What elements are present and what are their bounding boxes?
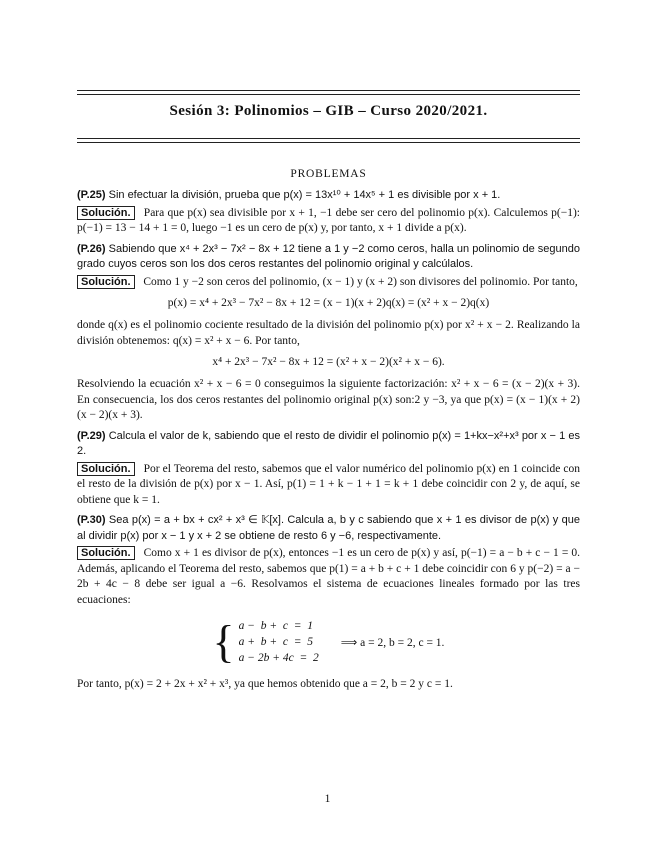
solution-p30-part1 xyxy=(77,546,580,608)
solution-label: Solución. xyxy=(77,206,135,220)
system-line: a + b + c = 5 xyxy=(238,636,314,648)
top-rule-1 xyxy=(77,90,580,91)
problem-statement: Sea p(x) = a + bx + cx² + x³ ∈ 𝕂[x]. Calcula a, b y c sabiendo que x + 1 es divisor de p(x) y que al dividir p(x) por x − 1 y x + 2 se obtiene de resto 6 y −6, respectivamente. xyxy=(77,514,580,542)
problem-id: (P.30) xyxy=(77,514,106,526)
problem-p29 xyxy=(77,429,580,460)
solution-text: Como 1 y −2 son ceros del polinomio, (x − 1) y (x + 2) son divisores del polinomio. Por tanto, xyxy=(143,275,578,288)
problem-statement: Sabiendo que x⁴ + 2x³ − 7x² − 8x + 12 tiene a 1 y −2 como ceros, halla un polinomio de segundo grado cuyos ceros son los dos ceros restantes del polinomio original y calcúlalos. xyxy=(77,242,580,270)
solution-p26-part1 xyxy=(77,275,580,291)
equation-1: p(x) = x⁴ + 2x³ − 7x² − 8x + 12 = (x − 1)(x + 2)q(x) = (x² + x − 2)q(x) xyxy=(167,297,490,309)
section-title: PROBLEMAS xyxy=(290,168,367,180)
bottom-rule-1 xyxy=(77,138,580,139)
problem-id: (P.29) xyxy=(77,429,106,442)
system-line: a − b + c = 1 xyxy=(238,620,314,632)
problems-content xyxy=(77,188,580,698)
solution-p29 xyxy=(77,462,580,509)
equation-2: x⁴ + 2x³ − 7x² − 8x + 12 = (x² + x − 2)(x² + x − 6). xyxy=(212,356,445,368)
problem-id: (P.25) xyxy=(77,189,106,201)
problem-statement: Sin efectuar la división, prueba que p(x) = 13x¹⁰ + 14x⁵ + 1 es divisible por x + 1. xyxy=(108,189,501,201)
system-lines xyxy=(239,618,319,666)
document-title: Sesión 3: Polinomios – GIB – Curso 2020/2021. xyxy=(169,103,488,119)
solution-p26-part2: donde q(x) es el polinomio cociente resultado de la división del polinomio p(x) por x² + x − 2. Realizando la división obtenemos: q(x) = x² + x − 6. Por tanto, xyxy=(77,319,580,347)
solution-label: Solución. xyxy=(77,546,135,560)
bottom-rule-2 xyxy=(77,142,580,143)
solution-label: Solución. xyxy=(77,462,135,476)
solution-p25 xyxy=(77,206,580,237)
problem-p26 xyxy=(77,242,580,273)
left-brace-icon: { xyxy=(212,616,235,667)
problem-id: (P.26) xyxy=(77,242,106,255)
solution-text: Como x + 1 es divisor de p(x), entonces −1 es un cero de p(x) y así, p(−1) = a − b + c − 1 = 0. Además, aplicando el Teorema del resto, sabemos que p(1) = a + b + c + 1 debe coincidir con 6 y p(−2) = a − 2b + 4c − 8 debe ser igual a −6. Resolvamos el sistema de ecuaciones lineales formado por las tres ecuaciones: xyxy=(77,547,581,606)
solution-label: Solución. xyxy=(77,275,135,289)
page-number: 1 xyxy=(324,793,331,805)
top-rule-2 xyxy=(77,94,580,95)
solution-p26-part3: Resolviendo la ecuación x² + x − 6 = 0 conseguimos la siguiente factorización: x² + x − 6 = (x − 2)(x + 3). En consecuencia, los dos ceros restantes del polinomio original p(x) son:2 y −3, ya que p(x) = (x − 1)(x + 2)(x − 2)(x + 3). xyxy=(77,378,580,421)
equation-system xyxy=(77,618,580,666)
problem-p30 xyxy=(77,513,580,544)
system-line: a − 2b + 4c = 2 xyxy=(238,652,319,664)
system-result: ⟹ a = 2, b = 2, c = 1. xyxy=(340,637,445,649)
solution-text: Por el Teorema del resto, sabemos que el valor numérico del polinomio p(x) en 1 coincide con el resto de la división de p(x) por x − 1. Así, p(1) = 1 + k − 1 + 1 = k + 1 debe coincidir con 2 y, de aquí, se obtiene que k = 1. xyxy=(77,462,581,506)
solution-text: Para que p(x) sea divisible por x + 1, −1 debe ser cero del polinomio p(x). Calculemos p(−1): p(−1) = 13 − 14 + 1 = 0, luego −1 es un cero de p(x) y, por tanto, x + 1 divide a p(x). xyxy=(77,206,581,234)
problem-p25 xyxy=(77,188,580,204)
solution-p30-part2: Por tanto, p(x) = 2 + 2x + x² + x³, ya que hemos obtenido que a = 2, b = 2 y c = 1. xyxy=(77,678,453,690)
problem-statement: Calcula el valor de k, sabiendo que el resto de dividir el polinomio p(x) = 1+kx−x²+x³ por x − 1 es 2. xyxy=(77,429,581,457)
